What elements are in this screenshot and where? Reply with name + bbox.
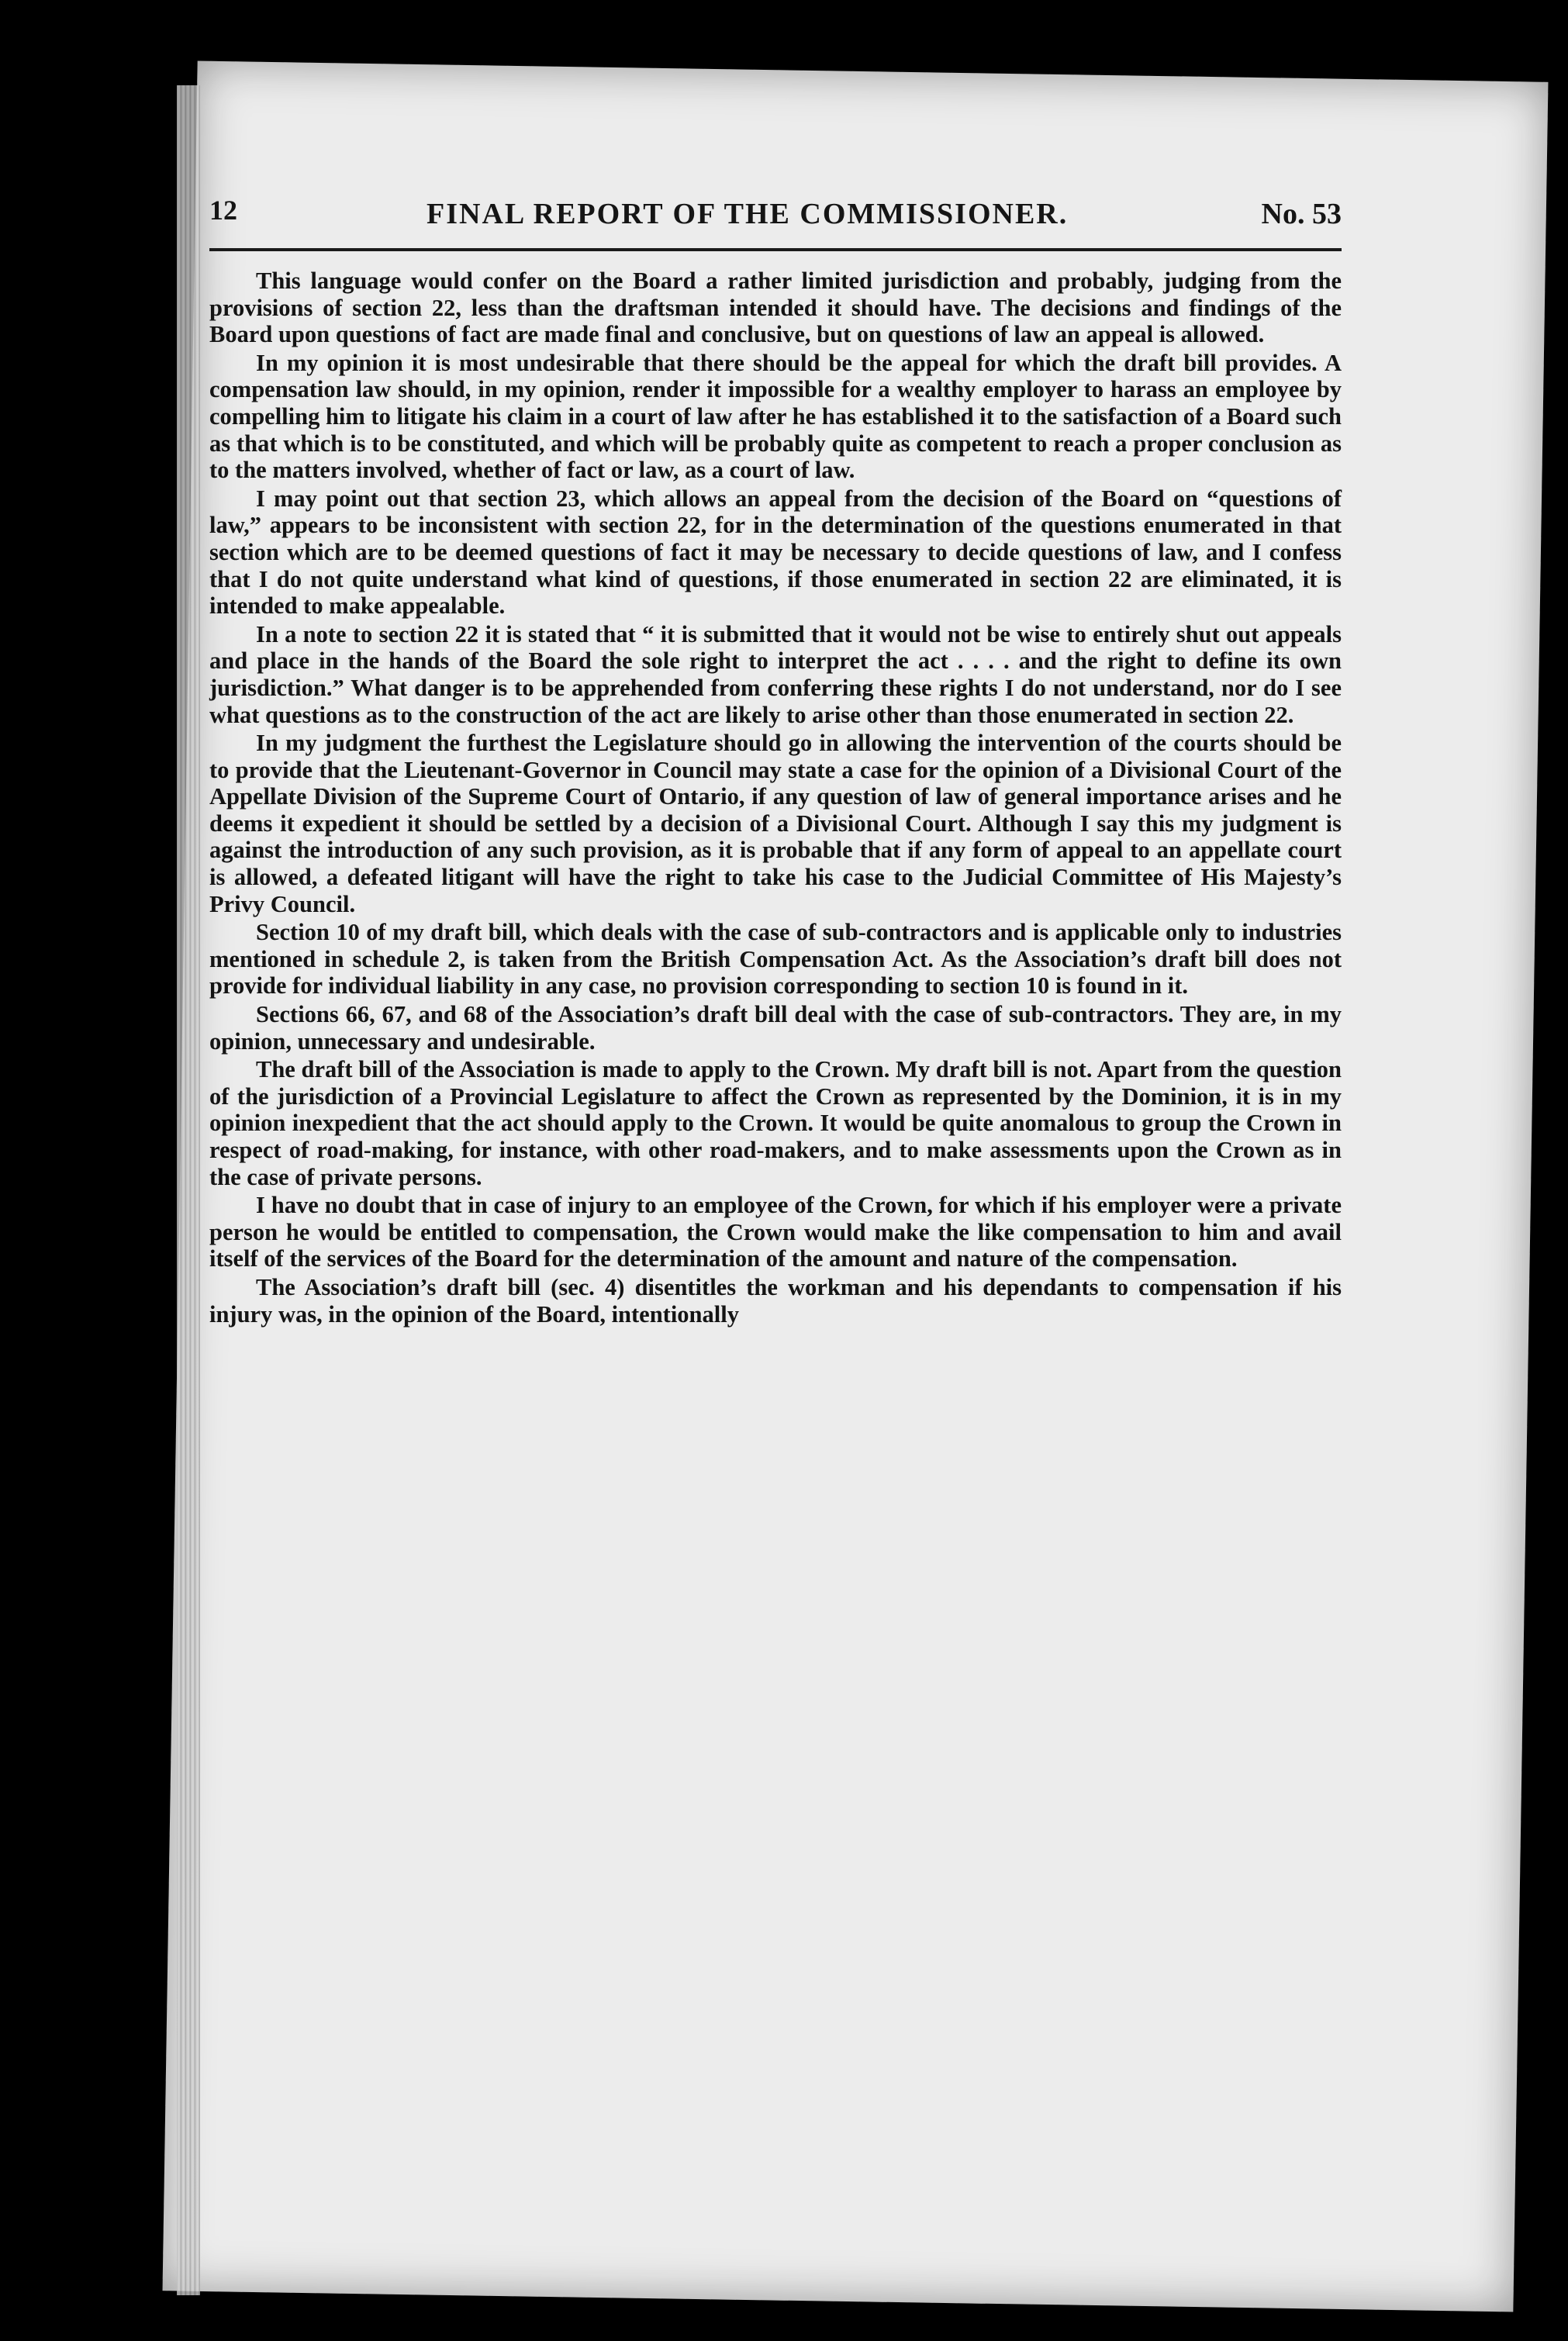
page-header bbox=[209, 194, 1342, 240]
paragraph-4: In a note to section 22 it is stated that “ it is submitted that it would not be wise to entirely shut out appeals and place in the hands of the Board the sole right to interpret the act . . . . and the right to define its own jurisdiction.” What danger is to be apprehended from conferring these rights I do not understand, nor do I see what questions as to the construction of the act are likely to arise other than those enumerated in section 22. bbox=[209, 620, 1342, 728]
page-edge-stack bbox=[177, 85, 200, 2295]
paragraph-6: Section 10 of my draft bill, which deals with the case of sub-contractors and is applicable only to industries mentioned in schedule 2, is taken from the British Compensation Act. As the Association’s draft bill does not provide for individual liability in any case, no provision corresponding to section 10 is found in it. bbox=[209, 919, 1342, 1000]
paragraph-10: The Association’s draft bill (sec. 4) disentitles the workman and his dependants to compensation if his injury was, in the opinion of the Board, intentionally bbox=[209, 1273, 1342, 1328]
paragraph-1: This language would confer on the Board a rather limited jurisdiction and probably, judging from the provisions of section 22, less than the draftsman intended it should have. The decisions and findings of the Board upon questions of fact are made final and conclusive, but on questions of law an appeal is allowed. bbox=[209, 268, 1342, 348]
paragraph-9: I have no doubt that in case of injury to an employee of the Crown, for which if his employer were a private person he would be entitled to compensation, the Crown would make the like compensation to him and avail itself of the services of the Board for the determination of the amount and nature of the compensation. bbox=[209, 1192, 1342, 1272]
paragraph-7: Sections 66, 67, and 68 of the Association’s draft bill deal with the case of sub-contractors. They are, in my opinion, unnecessary and undesirable. bbox=[209, 1001, 1342, 1055]
paragraph-2: In my opinion it is most undesirable that there should be the appeal for which the draft bill provides. A compensation law should, in my opinion, render it impossible for a wealthy employer to harass an employee by compelling him to litigate his claim in a court of law after he has established it to the satisfaction of a Board such as that which is to be constituted, and which will be probably quite as competent to reach a proper conclusion as to the matters involved, whether of fact or law, as a court of law. bbox=[209, 349, 1342, 484]
body-text bbox=[209, 268, 1342, 1328]
page-number: 12 bbox=[209, 195, 237, 226]
paragraph-5: In my judgment the furthest the Legislature should go in allowing the intervention of the courts should be to provide that the Lieutenant-Governor in Council may state a case for the opinion of a Divisional Court of the Appellate Division of the Supreme Court of Ontario, if any question of law of general importance arises and he deems it expedient it should be settled by a decision of a Divisional Court. Although I say this my judgment is against the introduction of any such provision, as it is probable that if any form of appeal to an appellate court is allowed, a defeated litigant will have the right to take his case to the Judicial Committee of His Majesty’s Privy Council. bbox=[209, 730, 1342, 917]
header-rule bbox=[209, 248, 1342, 251]
paragraph-8: The draft bill of the Association is made to apply to the Crown. My draft bill is not. Apart from the question of the jurisdiction of a Provincial Legislature to affect the Crown as represented by the Dominion, it is in my opinion inexpedient that the act should apply to the Crown. It would be quite anomalous to group the Crown in respect of road-making, for instance, with other road-makers, and to make assessments upon the Crown as in the case of private persons. bbox=[209, 1056, 1342, 1190]
running-title: FINAL REPORT OF THE COMMISSIONER. bbox=[427, 198, 1069, 230]
document-number: No. 53 bbox=[1261, 198, 1342, 230]
paragraph-3: I may point out that section 23, which allows an appeal from the decision of the Board on “questions of law,” appears to be inconsistent with section 22, for in the determination of the questions enumerated in that section which are to be deemed questions of fact it may be necessary to decide questions of law, and I confess that I do not quite understand what kind of questions, if those enumerated in section 22 are eliminated, it is intended to make appealable. bbox=[209, 485, 1342, 620]
